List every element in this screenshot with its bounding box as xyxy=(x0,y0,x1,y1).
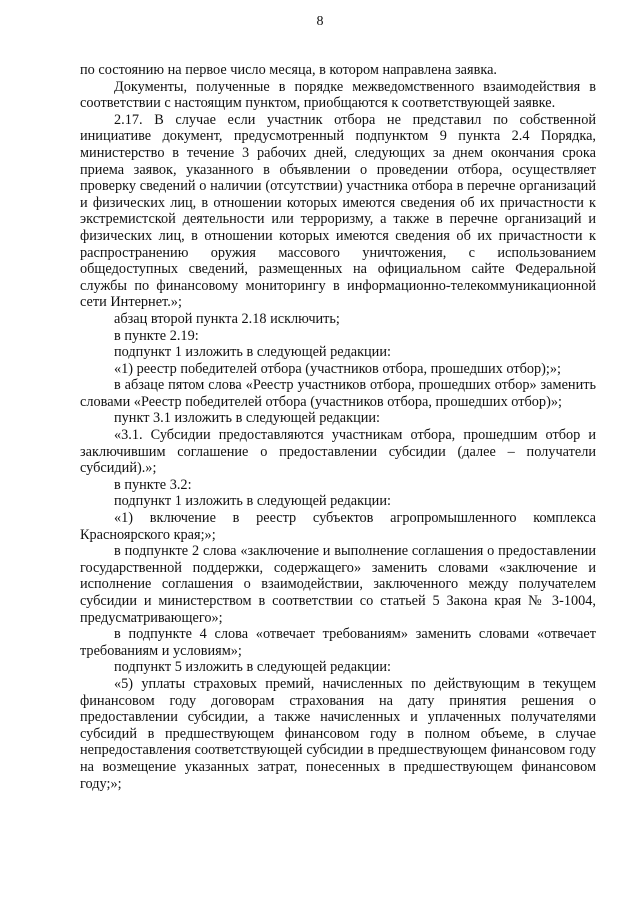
paragraph: «5) уплаты страховых премий, начисленных по действующим в текущем финансовом году договорам страхования на дату принятия решения о предоставлении субсидии, а также начисленных и уплаченных получателями субсидий в предшествующем финансовом году в полном объеме, в случае непредоставления соответствующей субсидии в предшествующем финансовом году на возмещение указанных затрат, понесенных в предшествующем финансовом году;»; xyxy=(80,675,596,792)
paragraph: в абзаце пятом слова «Реестр участников отбора, прошедших отбор» заменить словами «Реестр победителей отбора (участников отбора, прошедших отбор)»; xyxy=(80,377,596,410)
paragraph: в пункте 2.19: xyxy=(114,327,199,344)
paragraph: по состоянию на первое число месяца, в котором направлена заявка. xyxy=(80,62,498,78)
paragraph: «1) включение в реестр субъектов агропромышленного комплекса Красноярского края;»; xyxy=(80,510,596,543)
paragraph: в подпункте 2 слова «заключение и выполнение соглашения о предоставлении государственной поддержки, содержащего» заменить словами «заключение и исполнение соглашения о взаимодействии, заключенного между получателем субсидии и министерством в соответствии со статьей 5 Закона края № 3-1004, предусматривающего»; xyxy=(80,543,596,626)
paragraph: «3.1. Субсидии предоставляются участникам отбора, прошедшим отбор и заключившим соглашение о предоставлении субсидии (далее – получатели субсидий).»; xyxy=(80,427,596,477)
page-number: 8 xyxy=(316,14,324,29)
paragraph: подпункт 5 изложить в следующей редакции: xyxy=(114,659,391,676)
paragraph: подпункт 1 изложить в следующей редакции: xyxy=(114,344,391,361)
paragraph: «1) реестр победителей отбора (участников отбора, прошедших отбор);»; xyxy=(114,360,561,377)
paragraph: абзац второй пункта 2.18 исключить; xyxy=(114,310,340,327)
paragraph: подпункт 1 изложить в следующей редакции: xyxy=(114,493,391,510)
paragraph: пункт 3.1 изложить в следующей редакции: xyxy=(114,410,381,427)
paragraph: в подпункте 4 слова «отвечает требованиям» заменить словами «отвечает требованиям и условиям»; xyxy=(80,626,596,659)
paragraph: в пункте 3.2: xyxy=(114,476,192,493)
document-body xyxy=(80,62,596,792)
paragraph: 2.17. В случае если участник отбора не представил по собственной инициативе документ, предусмотренный подпунктом 9 пункта 2.4 Порядка, министерство в течение 3 рабочих дней, следующих за днем окончания срока приема заявок, указанного в объявлении о проведении отбора, осуществляет проверку сведений о наличии (отсутствии) участника отбора в перечне организаций и физических лиц, в отношении которых имеются сведения об их причастности к экстремистской деятельности или терроризму, а также в перечне организаций и физических лиц, в отношении которых имеются сведения об их причастности к распространению оружия массового уничтожения, с использованием общедоступных сведений, размещенных на официальном сайте Федеральной службы по финансовому мониторингу в информационно-телекоммуникационной сети Интернет.»; xyxy=(80,111,596,311)
paragraph: Документы, полученные в порядке межведомственного взаимодействия в соответствии с настоящим пунктом, приобщаются к соответствующей заявке. xyxy=(80,78,596,112)
